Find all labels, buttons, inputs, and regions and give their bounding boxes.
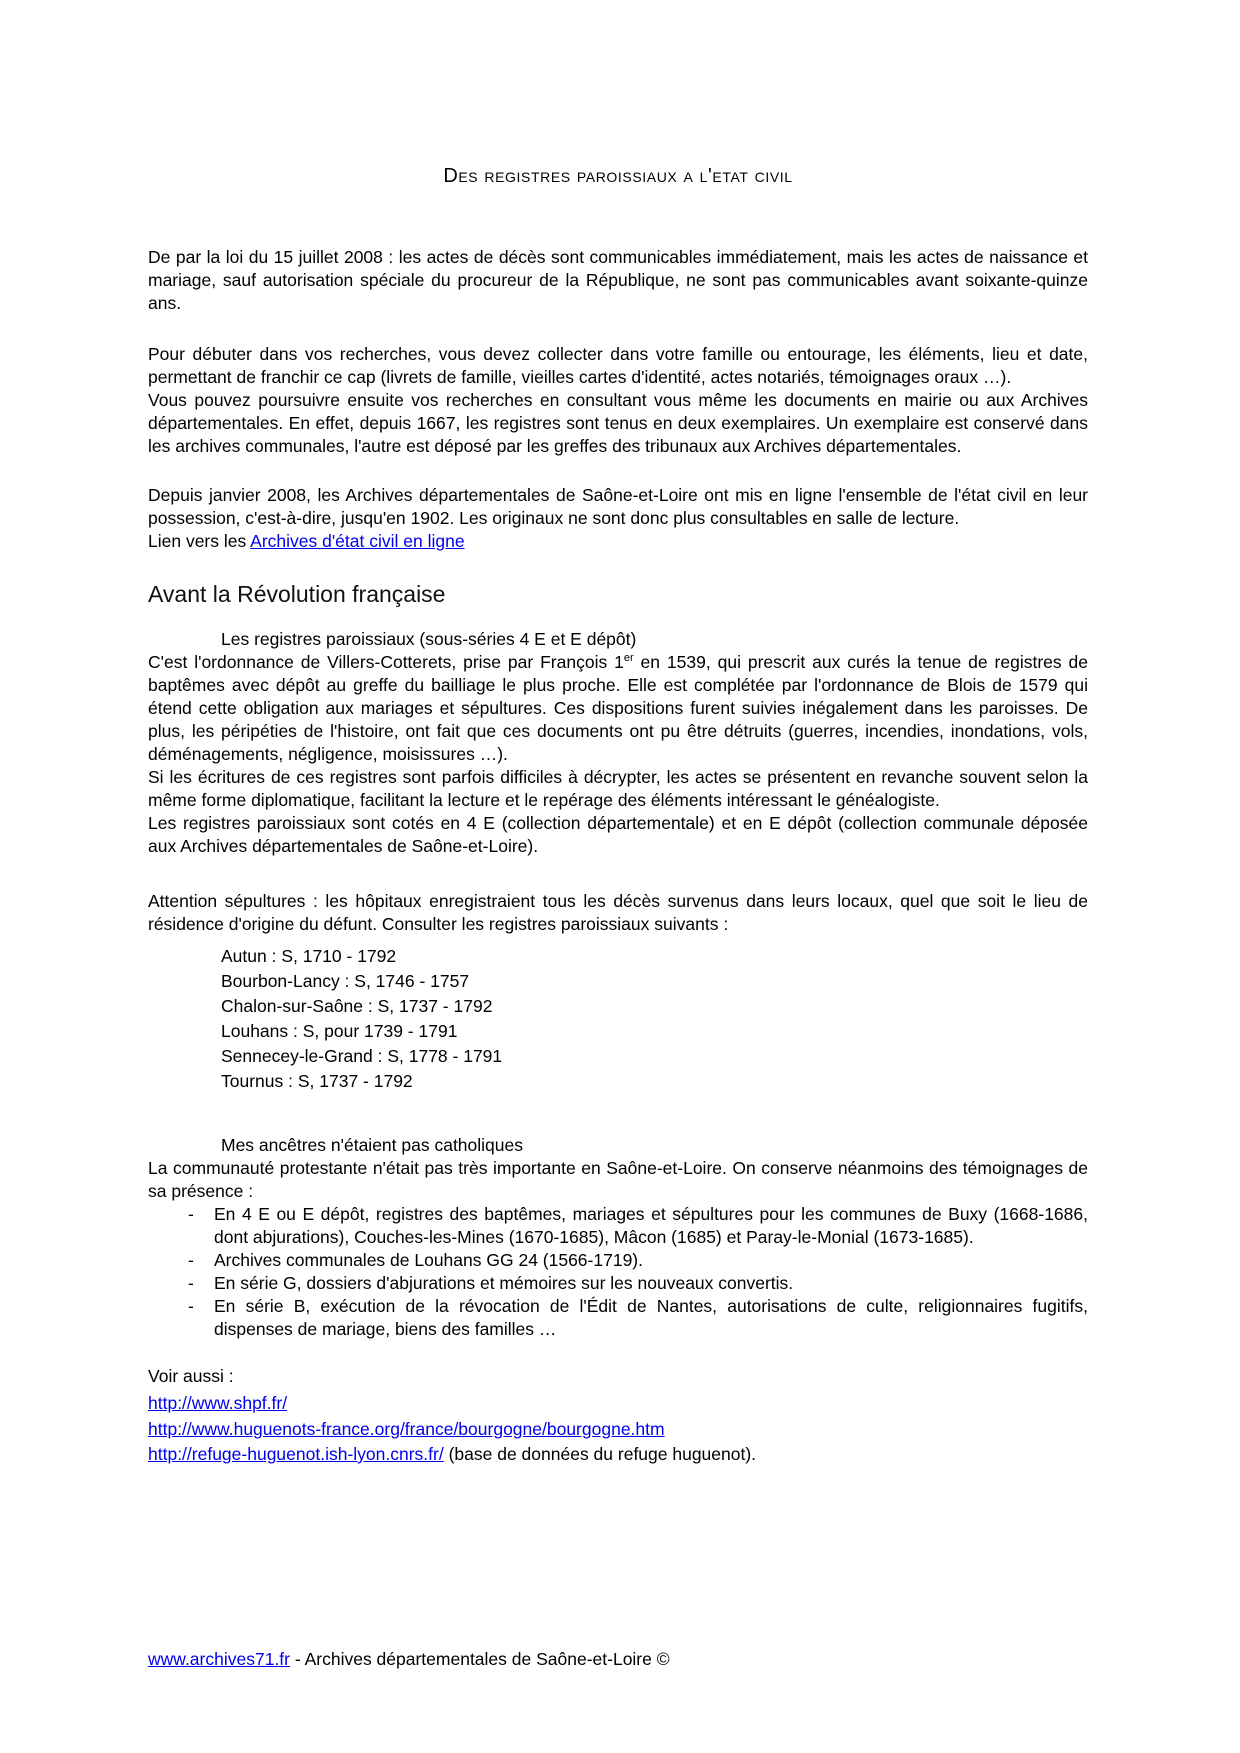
paragraph-communaute-protestante: La communauté protestante n'était pas très importante en Saône-et-Loire. On conserve néanmoins des témoignages de sa présence :	[148, 1158, 1088, 1202]
list-item	[177, 1272, 1088, 1295]
paragraph-attention-sepultures: Attention sépultures : les hôpitaux enregistraient tous les décès survenus dans leurs locaux, quel que soit le lieu de résidence d'origine du défunt. Consulter les registres paroissiaux suivants :	[148, 891, 1088, 935]
refuge-huguenot-note: (base de données du refuge huguenot).	[443, 1444, 757, 1465]
see-also-label: Voir aussi :	[148, 1366, 234, 1387]
list-item	[177, 1249, 1088, 1272]
archives71-link[interactable]: www.archives71.fr	[148, 1649, 290, 1669]
subheading-registres-paroissiaux: Les registres paroissiaux (sous-séries 4 E et E dépôt)	[221, 629, 637, 650]
register-item-bourbon-lancy: Bourbon-Lancy : S, 1746 - 1757	[221, 971, 470, 992]
link-line	[148, 1442, 1088, 1468]
subheading-ancetres-catholiques: Mes ancêtres n'étaient pas catholiques	[221, 1135, 523, 1156]
superscript-er: er	[623, 652, 634, 665]
bullet-list	[148, 1203, 1088, 1341]
paragraph-depuis-2008: Depuis janvier 2008, les Archives départementales de Saône-et-Loire ont mis en ligne l'ensemble de l'état civil en leur possession, c'est-à-dire, jusqu'en 1902. Les originaux ne sont donc plus consultables en salle de lecture.	[148, 485, 1088, 528]
register-item-tournus: Tournus : S, 1737 - 1792	[221, 1071, 413, 1092]
bullet-text-serie-g: En série G, dossiers d'abjurations et mémoires sur les nouveaux convertis.	[214, 1273, 794, 1294]
ordonnance-text-before-sup: C'est l'ordonnance de Villers-Cotterets, prise par François 1	[148, 652, 624, 673]
paragraph-cotes: Les registres paroissiaux sont cotés en 4 E (collection départementale) et en E dépôt (collection communale déposée aux Archives départementales de Saône-et-Loire).	[148, 813, 1088, 857]
link-line	[148, 1417, 1088, 1443]
register-list	[148, 944, 1088, 1094]
ordonnance-text-after-sup: en 1539, qui prescrit aux curés la tenue de registres de baptêmes avec dépôt au greffe du bailliage le plus proche. Elle est complétée par l'ordonnance de Blois de 1579 qui étend cette obligation aux mariages et sépultures. Ces dispositions furent suivies inégalement dans les paroisses. De plus, les péripéties de l'histoire, ont fait que ces documents ont pu être détruits (guerres, incendies, inondations, vols, déménagements, négligence, moisissures …).	[148, 652, 1089, 765]
footer-text: - Archives départementales de Saône-et-Loire ©	[290, 1649, 670, 1669]
page-footer	[148, 1648, 1088, 1671]
bullet-text-serie-b: En série B, exécution de la révocation de l'Édit de Nantes, autorisations de culte, religionnaires fugitifs, dispenses de mariage, biens des familles …	[214, 1296, 1088, 1340]
register-item-sennecey: Sennecey-le-Grand : S, 1778 - 1791	[221, 1046, 503, 1067]
list-item	[177, 1295, 1088, 1341]
paragraph-loi-2008: De par la loi du 15 juillet 2008 : les actes de décès sont communicables immédiatement, mais les actes de naissance et mariage, sauf autorisation spéciale du procureur de la République, ne sont pas communicables avant soixante-quinze ans.	[148, 247, 1088, 313]
dash-marker: -	[188, 1296, 194, 1317]
huguenots-france-link[interactable]: http://www.huguenots-france.org/france/bourgogne/bourgogne.htm	[148, 1418, 665, 1439]
bullet-text-4e-depot: En 4 E ou E dépôt, registres des baptêmes, mariages et sépultures pour les communes de Buxy (1668-1686, dont abjurations), Couches-les-Mines (1670-1685), Mâcon (1685) et Paray-le-Monial (1673-1685).	[214, 1204, 1088, 1248]
document-title: Des registres paroissiaux a l'etat civil	[443, 165, 793, 187]
dash-marker: -	[188, 1273, 194, 1294]
external-links-block	[148, 1391, 1088, 1468]
paragraph-ordonnance	[148, 651, 1088, 766]
register-item-autun: Autun : S, 1710 - 1792	[221, 946, 397, 967]
link-prefix-text: Lien vers les	[148, 531, 251, 551]
register-item-chalon: Chalon-sur-Saône : S, 1737 - 1792	[221, 996, 493, 1017]
list-item	[177, 1203, 1088, 1249]
link-line	[148, 1391, 1088, 1417]
paragraph-poursuivre: Vous pouvez poursuivre ensuite vos recherches en consultant vous même les documents en mairie ou aux Archives départementales. En effet, depuis 1667, les registres sont tenus en deux exemplaires. Un exemplaire est conservé dans les archives communales, l'autre est déposé par les greffes des tribunaux aux Archives départementales.	[148, 390, 1088, 456]
register-item-louhans: Louhans : S, pour 1739 - 1791	[221, 1021, 458, 1042]
refuge-huguenot-link[interactable]: http://refuge-huguenot.ish-lyon.cnrs.fr/	[148, 1444, 444, 1465]
paragraph-ecritures: Si les écritures de ces registres sont parfois difficiles à décrypter, les actes se présentent en revanche souvent selon la même forme diplomatique, facilitant la lecture et le repérage des éléments intéressant le généalogiste.	[148, 767, 1088, 811]
document-content	[148, 0, 1088, 1468]
dash-marker: -	[188, 1204, 194, 1225]
link-line-etat-civil	[148, 530, 1088, 553]
dash-marker: -	[188, 1250, 194, 1271]
heading-avant-revolution: Avant la Révolution française	[148, 581, 446, 607]
shpf-link[interactable]: http://www.shpf.fr/	[148, 1393, 288, 1414]
archives-etat-civil-link[interactable]: Archives d'état civil en ligne	[250, 531, 465, 551]
bullet-text-archives-louhans: Archives communales de Louhans GG 24 (1566-1719).	[214, 1250, 643, 1271]
paragraph-debuter: Pour débuter dans vos recherches, vous devez collecter dans votre famille ou entourage, les éléments, lieu et date, permettant de franchir ce cap (livrets de famille, vieilles cartes d'identité, actes notariés, témoignages oraux …).	[148, 344, 1088, 387]
